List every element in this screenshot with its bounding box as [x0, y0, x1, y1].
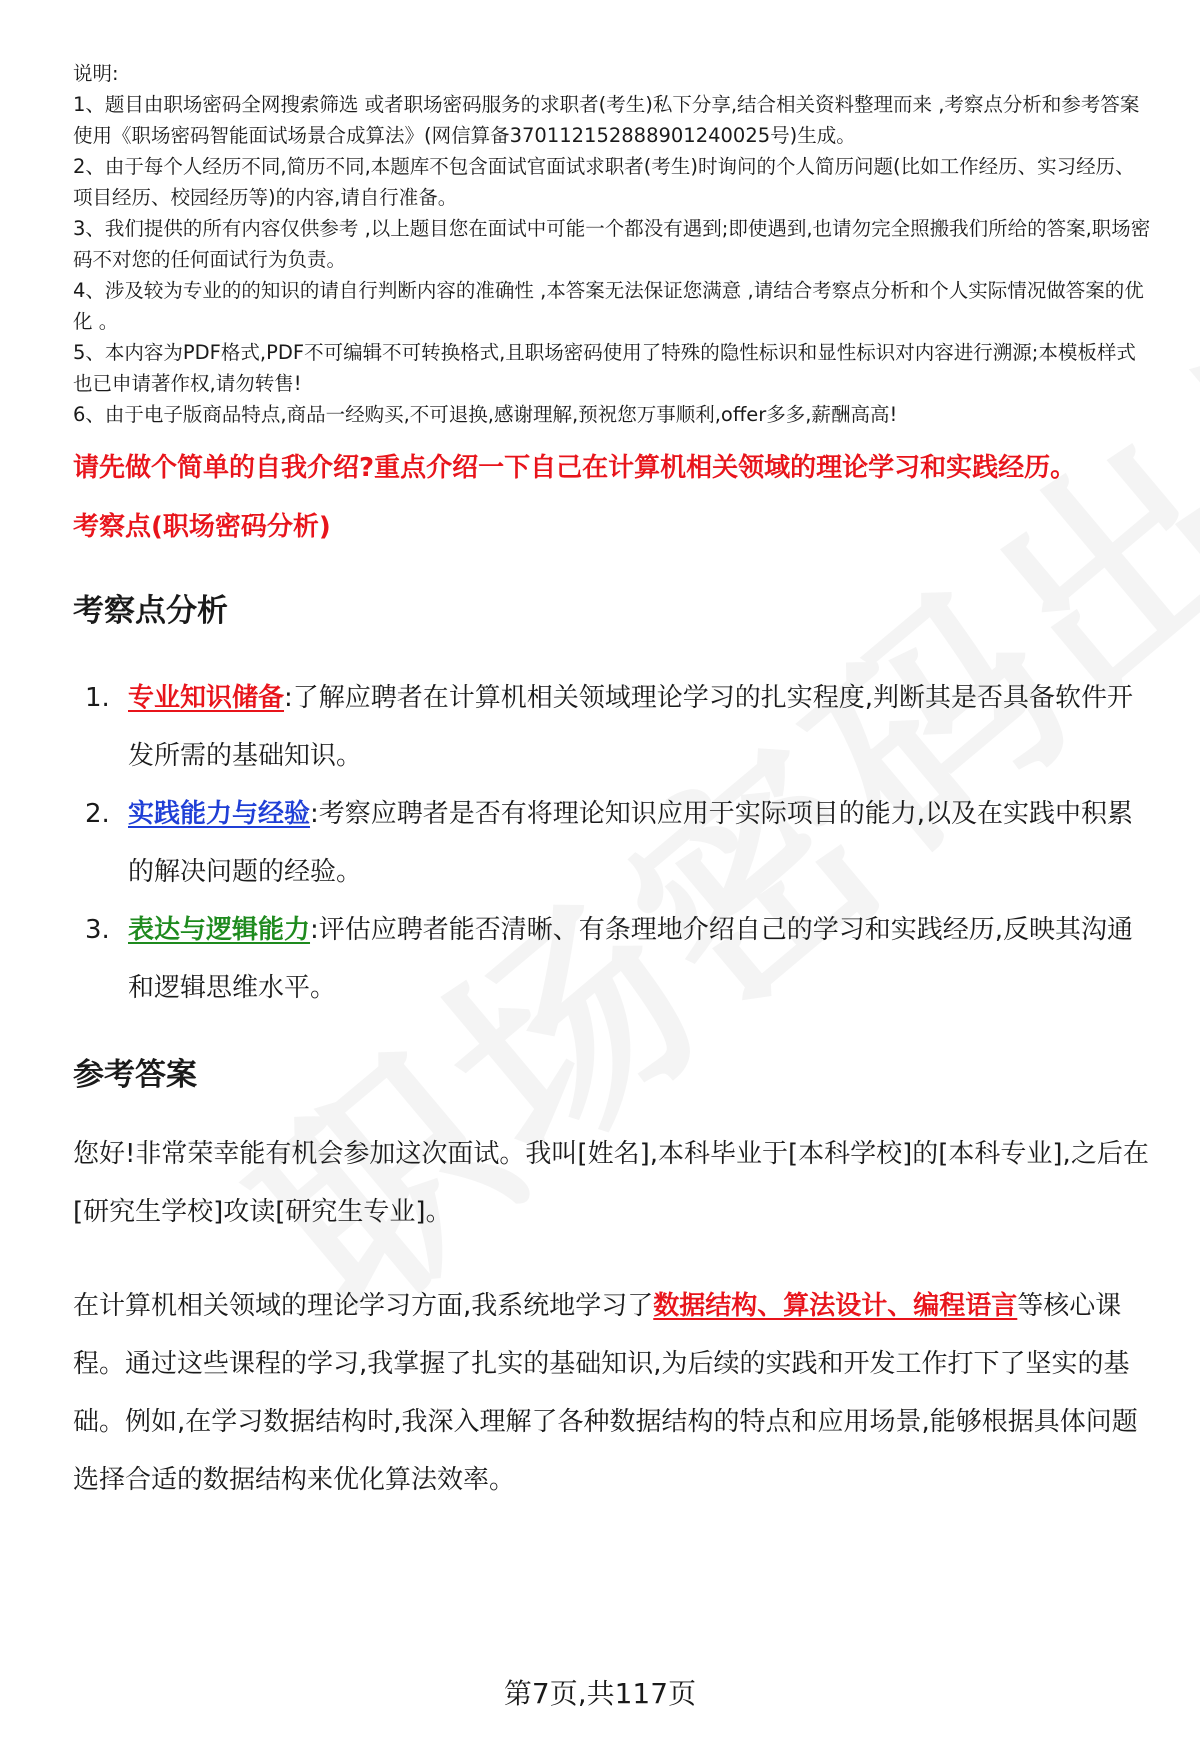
answer-paragraph: 您好!非常荣幸能有机会参加这次面试。我叫[姓名],本科毕业于[本科学校]的[本科专业],之后在[研究生学校]攻读[研究生专业]。 — [73, 1139, 1149, 1227]
note-item: 1、题目由职场密码全网搜索筛选 或者职场密码服务的求职者(考生)私下分享,结合相关资料整理而来 ,考察点分析和参考答案使用《职场密码智能面试场景合成算法》(网信算备370112152888901240025号)生成。 — [73, 93, 1140, 147]
page-content — [73, 58, 1153, 1509]
note-item: 4、涉及较为专业的的知识的请自行判断内容的准确性 ,本答案无法保证您满意 ,请结合考察点分析和个人实际情况做答案的优化 。 — [73, 279, 1144, 333]
item-number: 2. — [85, 799, 110, 829]
note-item: 6、由于电子版商品特点,商品一经购买,不可退换,感谢理解,预祝您万事顺利,offer多多,薪酬高高! — [73, 403, 898, 426]
page-number: 第7页,共117页 — [503, 1677, 697, 1710]
notes-title: 说明: — [73, 62, 119, 85]
answer-text: 等核心课程。通过这些课程的学习,我掌握了扎实的基础知识,为后续的实践和开发工作打下了坚实的基础。例如,在学习数据结构时,我深入理解了各种数据结构的特点和应用场景,能够根据具体问题选择合适的数据结构来优化算法效率。 — [73, 1291, 1138, 1495]
note-item: 3、我们提供的所有内容仅供参考 ,以上题目您在面试中可能一个都没有遇到;即使遇到,也请勿完全照搬我们所给的答案,职场密码不对您的任何面试行为负责。 — [73, 217, 1151, 271]
analysis-text: :评估应聘者能否清晰、有条理地介绍自己的学习和实践经历,反映其沟通和逻辑思维水平。 — [128, 915, 1134, 1003]
item-number: 1. — [85, 683, 110, 713]
analysis-item — [73, 901, 1153, 1017]
note-item: 2、由于每个人经历不同,简历不同,本题库不包含面试官面试求职者(考生)时询问的个人简历问题(比如工作经历、实习经历、项目经历、校园经历等)的内容,请自行准备。 — [73, 155, 1135, 209]
notes-block — [73, 58, 1153, 430]
analysis-item — [73, 669, 1153, 785]
interview-question: 请先做个简单的自我介绍?重点介绍一下自己在计算机相关领域的理论学习和实践经历。 — [73, 453, 1077, 483]
answer-heading: 参考答案 — [73, 1057, 197, 1093]
answer-text: 在计算机相关领域的理论学习方面,我系统地学习了 — [73, 1291, 654, 1321]
analysis-keyword: 专业知识储备 — [128, 683, 285, 713]
analysis-list — [73, 669, 1153, 1017]
note-item: 5、本内容为PDF格式,PDF不可编辑不可转换格式,且职场密码使用了特殊的隐性标识和显性标识对内容进行溯源;本模板样式也已申请著作权,请勿转售! — [73, 341, 1136, 395]
analysis-keyword: 表达与逻辑能力 — [128, 915, 311, 945]
analysis-heading: 考察点分析 — [73, 593, 228, 629]
analysis-keyword: 实践能力与经验 — [128, 799, 311, 829]
analysis-label: 考察点(职场密码分析) — [73, 512, 331, 542]
analysis-text: :考察应聘者是否有将理论知识应用于实际项目的能力,以及在实践中积累的解决问题的经验。 — [128, 799, 1134, 887]
item-number: 3. — [85, 915, 110, 945]
answer-highlight: 数据结构、算法设计、编程语言 — [653, 1291, 1018, 1321]
analysis-text: :了解应聘者在计算机相关领域理论学习的扎实程度,判断其是否具备软件开发所需的基础知识。 — [128, 683, 1134, 771]
analysis-item — [73, 785, 1153, 901]
answer-paragraph — [73, 1277, 1153, 1509]
